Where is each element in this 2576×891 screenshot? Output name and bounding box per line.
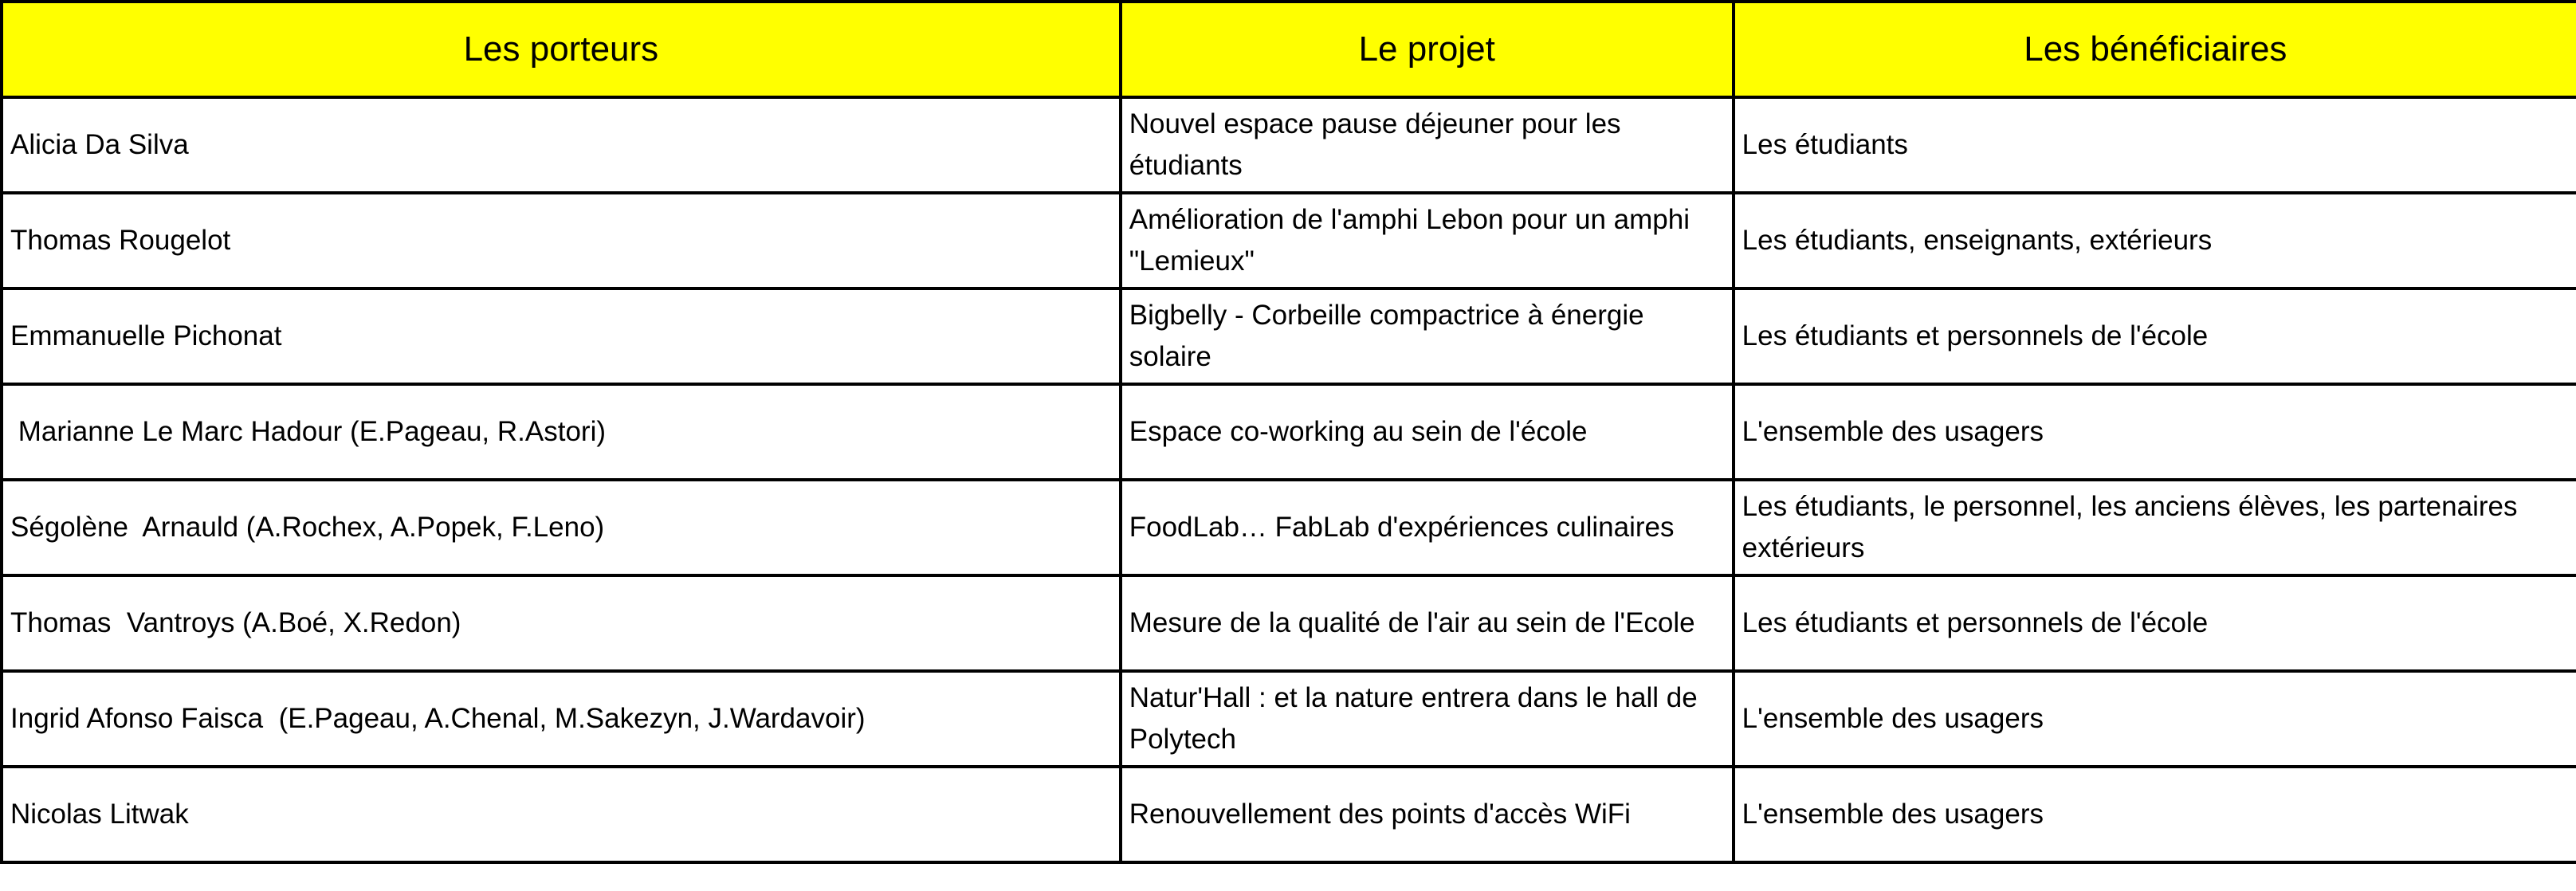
- table-row: [2, 97, 2576, 193]
- table-row: [2, 193, 2576, 288]
- cell-projet[interactable]: Espace co-working au sein de l'école: [1121, 384, 1734, 480]
- cell-porteurs[interactable]: Thomas Vantroys (A.Boé, X.Redon): [2, 575, 1121, 671]
- header-row: [2, 2, 2576, 97]
- cell-beneficiaires[interactable]: L'ensemble des usagers: [1734, 384, 2576, 480]
- cell-porteurs[interactable]: Marianne Le Marc Hadour (E.Pageau, R.Astori): [2, 384, 1121, 480]
- cell-beneficiaires[interactable]: Les étudiants et personnels de l'école: [1734, 575, 2576, 671]
- cell-porteurs[interactable]: Nicolas Litwak: [2, 767, 1121, 862]
- header-projet[interactable]: Le projet: [1121, 2, 1734, 97]
- cell-projet[interactable]: Bigbelly - Corbeille compactrice à énergie solaire: [1121, 288, 1734, 384]
- cell-projet[interactable]: Nouvel espace pause déjeuner pour les étudiants: [1121, 97, 1734, 193]
- cell-beneficiaires[interactable]: Les étudiants et personnels de l'école: [1734, 288, 2576, 384]
- cell-porteurs[interactable]: Ingrid Afonso Faisca (E.Pageau, A.Chenal, M.Sakezyn, J.Wardavoir): [2, 671, 1121, 767]
- table-row: [2, 575, 2576, 671]
- cell-beneficiaires[interactable]: Les étudiants, le personnel, les anciens élèves, les partenaires extérieurs: [1734, 480, 2576, 575]
- cell-porteurs[interactable]: Emmanuelle Pichonat: [2, 288, 1121, 384]
- table-row: [2, 480, 2576, 575]
- table-row: [2, 384, 2576, 480]
- header-porteurs[interactable]: Les porteurs: [2, 2, 1121, 97]
- cell-porteurs[interactable]: Thomas Rougelot: [2, 193, 1121, 288]
- header-beneficiaires[interactable]: Les bénéficiaires: [1734, 2, 2576, 97]
- table-row: [2, 767, 2576, 862]
- cell-beneficiaires[interactable]: Les étudiants, enseignants, extérieurs: [1734, 193, 2576, 288]
- cell-beneficiaires[interactable]: L'ensemble des usagers: [1734, 767, 2576, 862]
- cell-porteurs[interactable]: Alicia Da Silva: [2, 97, 1121, 193]
- cell-projet[interactable]: Renouvellement des points d'accès WiFi: [1121, 767, 1734, 862]
- table-row: [2, 288, 2576, 384]
- cell-projet[interactable]: FoodLab… FabLab d'expériences culinaires: [1121, 480, 1734, 575]
- cell-projet[interactable]: Mesure de la qualité de l'air au sein de l'Ecole: [1121, 575, 1734, 671]
- cell-projet[interactable]: Natur'Hall : et la nature entrera dans le hall de Polytech: [1121, 671, 1734, 767]
- cell-porteurs[interactable]: Ségolène Arnauld (A.Rochex, A.Popek, F.Leno): [2, 480, 1121, 575]
- table-row: [2, 671, 2576, 767]
- cell-beneficiaires[interactable]: L'ensemble des usagers: [1734, 671, 2576, 767]
- cell-projet[interactable]: Amélioration de l'amphi Lebon pour un amphi "Lemieux": [1121, 193, 1734, 288]
- cell-beneficiaires[interactable]: Les étudiants: [1734, 97, 2576, 193]
